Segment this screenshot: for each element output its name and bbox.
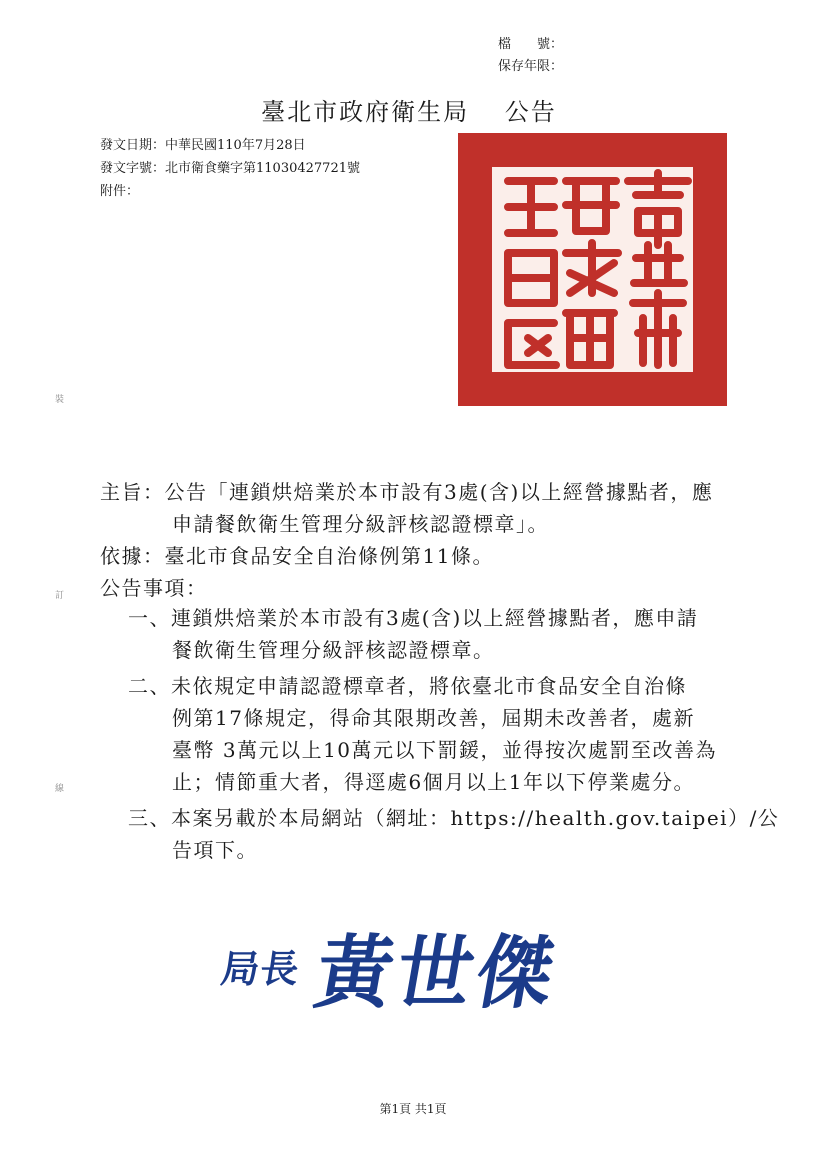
official-seal <box>458 133 727 406</box>
margin-mark-bind: 裝 <box>55 395 65 405</box>
item-1-line-1: 一、連鎖烘焙業於本市設有3處(含)以上經營據點者，應申請 <box>128 606 699 630</box>
subject-line-2: 申請餐飲衛生管理分級評核認證標章」。 <box>172 512 549 536</box>
issue-date: 發文日期：中華民國110年7月28日 <box>100 138 306 153</box>
margin-mark-staple: 訂 <box>55 591 65 601</box>
item-3-line-2: 告項下。 <box>172 838 258 862</box>
item-1-line-2: 餐飲衛生管理分級評核認證標章。 <box>172 638 495 662</box>
page-number: 第1頁 共1頁 <box>379 1102 447 1116</box>
reference-number: 發文字號：北市衛食藥字第11030427721號 <box>100 161 360 176</box>
items-heading: 公告事項： <box>100 576 208 600</box>
director-signature: 黃世傑 <box>308 926 566 1020</box>
director-title: 局長 <box>218 947 303 991</box>
item-2-line-2: 例第17條規定，得命其限期改善，屆期未改善者，處新 <box>172 706 695 730</box>
seal-glyphs <box>458 133 727 406</box>
item-2-line-4: 止；情節重大者，得逕處6個月以上1年以下停業處分。 <box>172 770 695 794</box>
margin-mark-line: 線 <box>55 784 65 794</box>
basis-line: 依據：臺北市食品安全自治條例第11條。 <box>100 544 494 568</box>
item-3-line-1: 三、本案另載於本局網站（網址：https://health.gov.taipei）/公 <box>128 806 780 830</box>
item-2-line-1: 二、未依規定申請認證標章者，將依臺北市食品安全自治條 <box>128 674 687 698</box>
subject-line-1: 主旨：公告「連鎖烘焙業於本市設有3處(含)以上經營據點者，應 <box>100 480 714 504</box>
document-title: 臺北市政府衛生局 公告 <box>261 98 557 126</box>
file-number-label: 檔 號： <box>498 37 564 52</box>
item-2-line-3: 臺幣 3萬元以上10萬元以下罰鍰，並得按次處罰至改善為 <box>172 738 718 762</box>
retention-period-label: 保存年限： <box>498 59 564 74</box>
attachment-label: 附件： <box>100 184 140 199</box>
